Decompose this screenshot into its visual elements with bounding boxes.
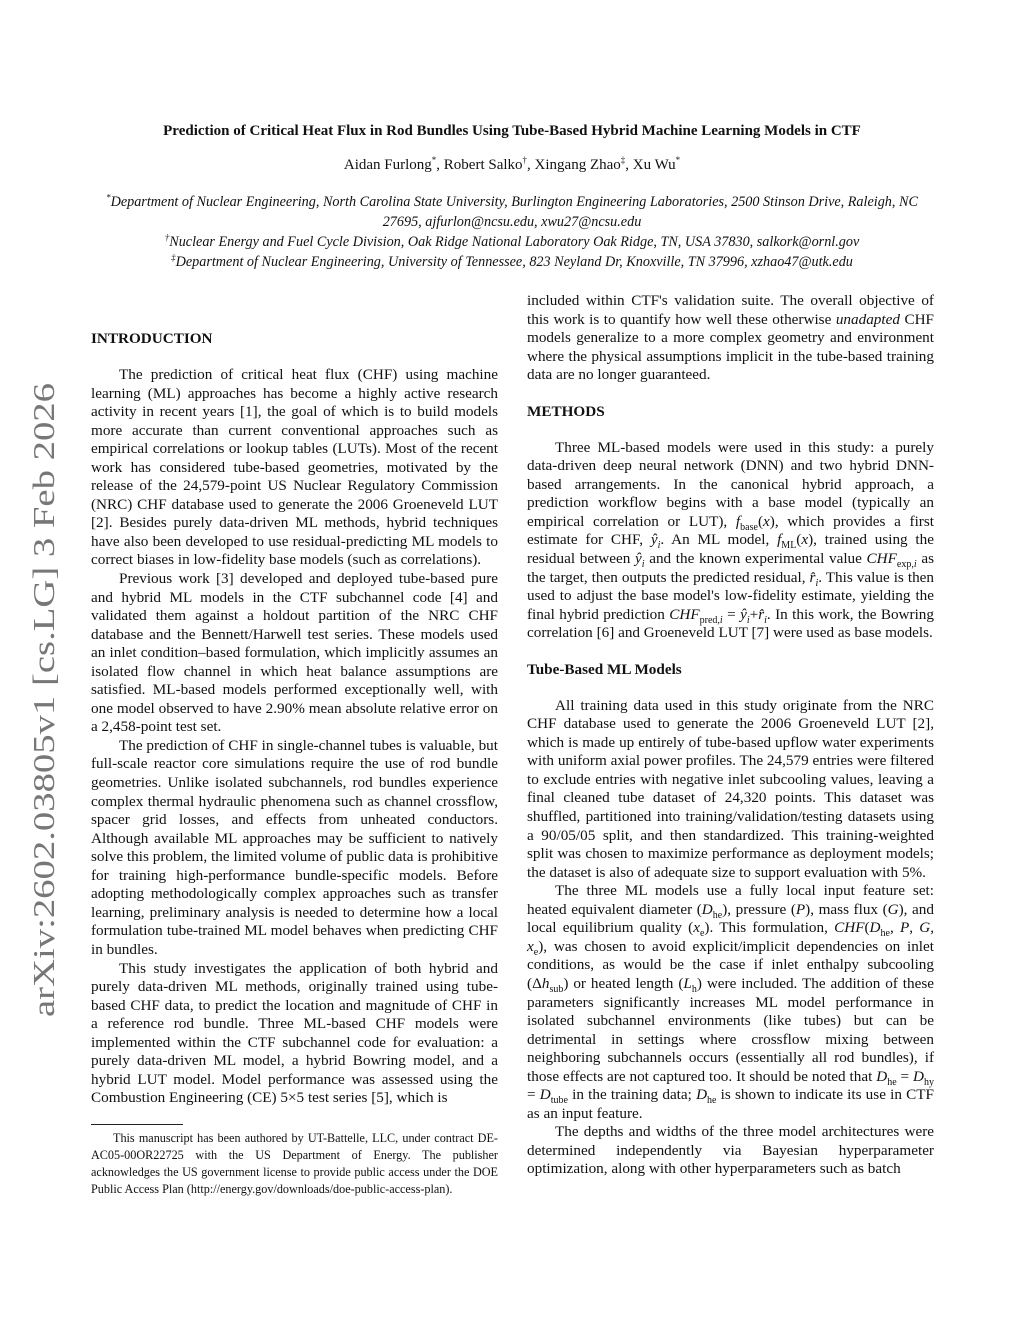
- author-name: Xingang Zhao: [534, 157, 621, 173]
- arxiv-identifier-text: arXiv:2602.03805v1 [cs.LG] 3 Feb 2026: [26, 509, 61, 1017]
- paragraph: The prediction of CHF in single-channel tubes is valuable, but full-scale reactor core simulations require the use of rod bundle geometries. Unlike isolated subchannels, rod bundles experience complex thermal hydraulic phenomena such as channel crossflow, spacer grid losses, and effects from unheated conductors. Although available ML approaches may be sufficient to natively solve this problem, the limited volume of public data is prohibitive for training high-performance bundle-specific models. Before adopting methodologically complex approaches such as transfer learning, preliminary analysis is needed to determine how a local formulation tube-trained ML model behaves when predicting CHF in bundles.: [91, 736, 498, 958]
- emphasis: unadapted: [835, 310, 900, 328]
- affiliation: [90, 192, 934, 232]
- paragraph: Three ML-based models were used in this study: a purely data-driven deep neural network (DNN) and two hybrid DNN-based arrangements. In the canonical hybrid approach, a prediction workflow begins with a base model (typically an empirical correlation or LUT), $f_{base}(x)$, which provides a first estimate for CHF, $ŷ_i$. An ML model, $f_{ML}(x)$, trained using the residual between $ŷ_i$ and the known experimental value $CHF_{exp,i}$ as the target, then outputs the predicted residual, $r̂_i$. This value is then used to adjust the base model's low-fidelity estimate, yielding the final hybrid prediction $CHF_{pred,i}$ = $ŷ_i+r̂_i$. In this work, the Bowring correlation [6] and Groeneveld LUT [7] were used as base models.: [527, 438, 934, 642]
- affiliation-mark: ‡: [171, 252, 176, 263]
- paragraph: The three ML models use a fully local input feature set: heated equivalent diameter $(D_{he})$, pressure (P), mass flux (G), and local equilibrium quality $(x_e)$. This formulation, $CHF(D_{he}$, P, G, $x_e$), was chosen to avoid explicit/implicit dependencies on inlet conditions, as would be the case if inlet enthalpy subcooling $(\Delta h_{sub})$ or heated length $(L_h)$ were included. The addition of these parameters significantly increases ML model performance in isolated subchannel environments (like tubes) but can be detrimental in settings where crossflow mixing between neighboring subchannels occurs (essentially all rod bundles), if those effects are not captured too. It should be noted that $D_{he} = D_{hy} = D_{tube}$ in the training data; $D_{he}$ is shown to indicate its use in CTF as an input feature.: [527, 882, 935, 1122]
- author-mark: †: [522, 155, 528, 165]
- subsection-heading-tube-based: Tube-Based ML Models: [527, 660, 682, 678]
- author-mark: ‡: [620, 155, 626, 165]
- affiliations: [90, 192, 934, 272]
- paragraph: The prediction of critical heat flux (CHF) using machine learning (ML) approaches has become a highly active research activity in recent years [1], the goal of which is to build models more accurate than current conventional approaches such as empirical correlations or lookup tables (LUTs). Most of the recent work has considered tube-based geometries, motivated by the release of the 24,579-point US Nuclear Regulatory Commission (NRC) CHF database used to generate the 2006 Groeneveld LUT [2]. Besides purely data-driven ML methods, hybrid techniques have also been developed to use residual-predicting ML models to correct biases in low-fidelity base models (such as correlations).: [91, 366, 498, 569]
- left-column: [91, 330, 498, 1108]
- affiliation-mark: †: [164, 232, 170, 243]
- paragraph: The depths and widths of the three model architectures were determined independently via Bayesian hyperparameter optimization, along with other hyperparameters such as batch: [527, 1123, 934, 1178]
- section-heading-introduction: INTRODUCTION: [91, 330, 213, 347]
- author-mark: *: [431, 155, 437, 165]
- paper-title: Prediction of Critical Heat Flux in Rod Bundles Using Tube-Based Hybrid Machine Learning Models in CTF: [163, 123, 861, 139]
- author-name: Robert Salko: [443, 157, 523, 173]
- affiliation: [90, 252, 934, 272]
- affiliation-mark: *: [106, 192, 111, 203]
- affiliation-text: Department of Nuclear Engineering, North Carolina State University, Burlington Engineering Laboratories, 2500 Stinson Drive, Raleigh, NC 27695, ajfurlon@ncsu.edu, xwu27@ncsu.edu: [110, 194, 918, 230]
- paragraph: All training data used in this study originate from the NRC CHF database used to generate the 2006 Groeneveld LUT [2], which is made up entirely of tube-based upflow water experiments with uniform axial power profiles. The 24,579 entries were filtered to exclude entries with negative inlet subcooling values, leaving a final cleaned tube dataset of 24,320 points. This dataset was shuffled, partitioned into training/validation/testing datasets using a 90/05/05 split, and then standardized. This training-weighted split was chosen to maximize performance as deployment models; the dataset is also of adequate size to support evaluation with 5%.: [527, 696, 934, 881]
- right-column: [527, 292, 934, 1179]
- author-name: Xu Wu: [632, 157, 676, 173]
- paragraph: Previous work [3] developed and deployed tube-based pure and hybrid ML models in the CTF subchannel code [4] and validated them against a holdout partition of the NRC CHF database and the Bennett/Harwell test series. These models used an inlet condition–based formulation, which implicitly assumes an isolated flow channel in which heat balance assumptions are satisfied. ML-based models performed exceptionally well, with one model observed to have 2.90% mean absolute relative error on a 2,458-point test set.: [91, 570, 498, 736]
- author-mark: *: [675, 155, 681, 165]
- footnote-rule: [91, 1124, 183, 1125]
- affiliation-text: Nuclear Energy and Fuel Cycle Division, Oak Ridge National Laboratory Oak Ridge, TN, USA 37830, salkork@ornl.gov: [169, 234, 860, 250]
- author-name: Aidan Furlong: [343, 157, 432, 173]
- affiliation: [90, 232, 934, 252]
- affiliation-text: Department of Nuclear Engineering, University of Tennessee, 823 Neyland Dr, Knoxville, TN 37996, xzhao47@utk.edu: [175, 254, 853, 270]
- footnote: [91, 1124, 498, 1198]
- arxiv-identifier: [10, 380, 70, 1020]
- paragraph: This study investigates the application of both hybrid and purely data-driven ML methods, originally trained using tube-based CHF data, to predict the location and magnitude of CHF in a reference rod bundle. Three ML-based CHF models were implemented within the CTF subchannel code for evaluation: a purely data-driven ML model, a hybrid Bowring model, and a hybrid LUT model. Model performance was assessed using the Combustion Engineering (CE) 5×5 test series [5], which is: [91, 959, 498, 1107]
- paragraph: included within CTF's validation suite. The overall objective of this work is to quantify how well these otherwise unadapted CHF models generalize to a more complex geometry and environment where the physical assumptions implicit in the tube-based training data are no longer guaranteed.: [527, 292, 935, 384]
- section-heading-methods: METHODS: [527, 402, 605, 420]
- author-list: Aidan Furlong*, Robert Salko†, Xingang Zhao‡, Xu Wu*: [343, 155, 681, 173]
- footnote-text: This manuscript has been authored by UT-Battelle, LLC, under contract DE-AC05-00OR22725 with the US Department of Energy. The publisher acknowledges the US government license to provide public access under the DOE Public Access Plan (http://energy.gov/downloads/doe-public-access-plan).: [91, 1131, 498, 1196]
